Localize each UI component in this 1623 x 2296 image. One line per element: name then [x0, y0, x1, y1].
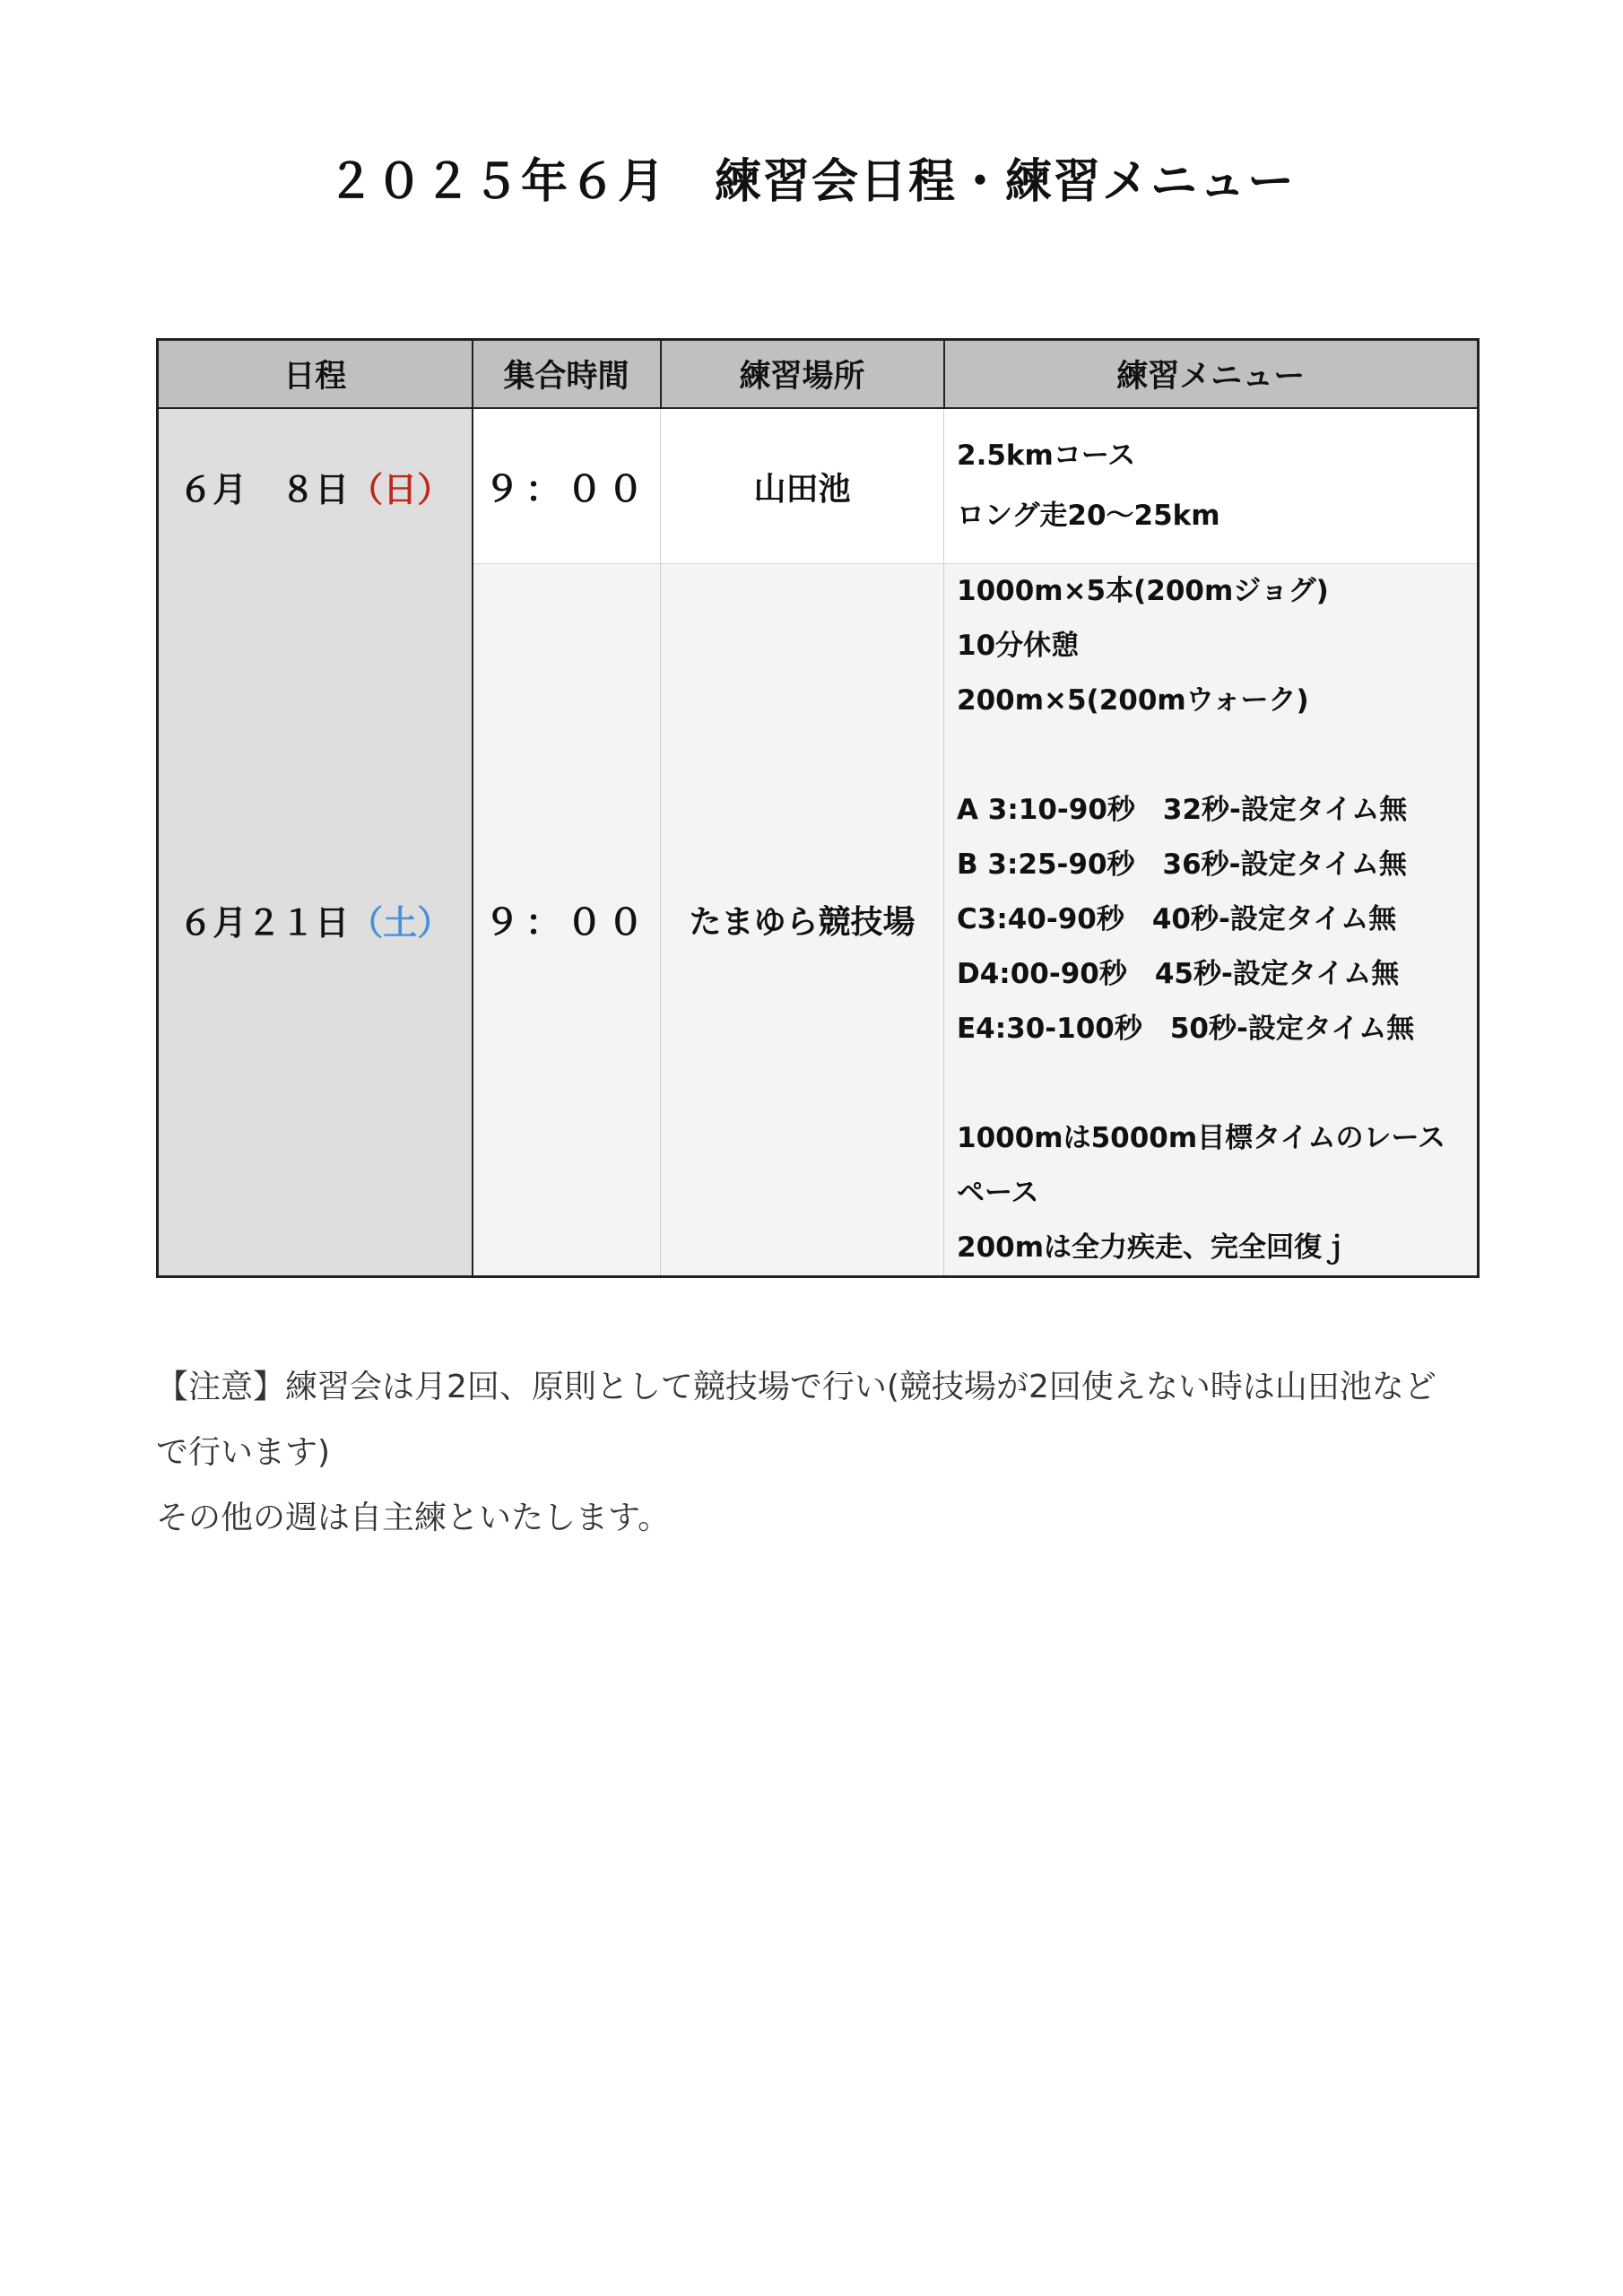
- notice-line: で行います): [156, 1434, 331, 1471]
- place-cell: たまゆら競技場: [661, 564, 944, 1277]
- table-header-row: [158, 340, 1479, 409]
- menu-line: 1000m×5本(200mジョグ): [957, 575, 1329, 607]
- date-text: ６月 ８日: [178, 469, 350, 509]
- menu-line: ペース: [957, 1177, 1039, 1209]
- table-row: [158, 408, 1479, 564]
- date-cell: [158, 408, 473, 564]
- menu-blank-line: [957, 1057, 1477, 1111]
- notice-text: [156, 1354, 1483, 1551]
- page-title: ２０２５年６月 練習会日程・練習メニュー: [326, 155, 1296, 209]
- menu-line: D4:00-90秒 45秒-設定タイム無: [957, 958, 1400, 990]
- day-of-week-sunday: （日）: [349, 469, 452, 509]
- day-of-week-saturday: （土）: [349, 902, 452, 943]
- schedule-table: [156, 338, 1480, 1278]
- menu-line: C3:40-90秒 40秒-設定タイム無: [957, 903, 1397, 935]
- header-date: 日程: [158, 340, 473, 409]
- header-meeting-time: 集合時間: [473, 340, 661, 409]
- notice-line: 【注意】練習会は月2回、原則として競技場で行い(競技場が2回使えない時は山田池など: [156, 1369, 1436, 1405]
- date-text: ６月２１日: [178, 902, 350, 943]
- menu-line: 1000mは5000m目標タイムのレース: [957, 1122, 1445, 1154]
- header-place: 練習場所: [661, 340, 944, 409]
- menu-blank-line: [957, 728, 1477, 783]
- time-cell: ９：００: [473, 564, 661, 1277]
- menu-line: 10分休憩: [957, 630, 1080, 662]
- menu-line: A 3:10-90秒 32秒-設定タイム無: [957, 794, 1408, 826]
- notice-line: その他の週は自主練といたします。: [156, 1500, 671, 1536]
- header-menu: 練習メニュー: [944, 340, 1479, 409]
- menu-line: 2.5kmコース: [957, 439, 1136, 472]
- menu-line: B 3:25-90秒 36秒-設定タイム無: [957, 848, 1407, 881]
- time-cell: ９：００: [473, 408, 661, 564]
- menu-line: E4:30-100秒 50秒-設定タイム無: [957, 1013, 1415, 1045]
- menu-cell: [944, 564, 1479, 1277]
- menu-line: 200mは全力疾走、完全回復ｊ: [957, 1231, 1350, 1264]
- menu-cell: [944, 408, 1479, 564]
- date-cell: [158, 564, 473, 1277]
- menu-line: 200m×5(200mウォーク): [957, 684, 1309, 717]
- place-cell: 山田池: [661, 408, 944, 564]
- menu-line: ロング走20〜25km: [957, 500, 1220, 532]
- table-row: [158, 564, 1479, 1277]
